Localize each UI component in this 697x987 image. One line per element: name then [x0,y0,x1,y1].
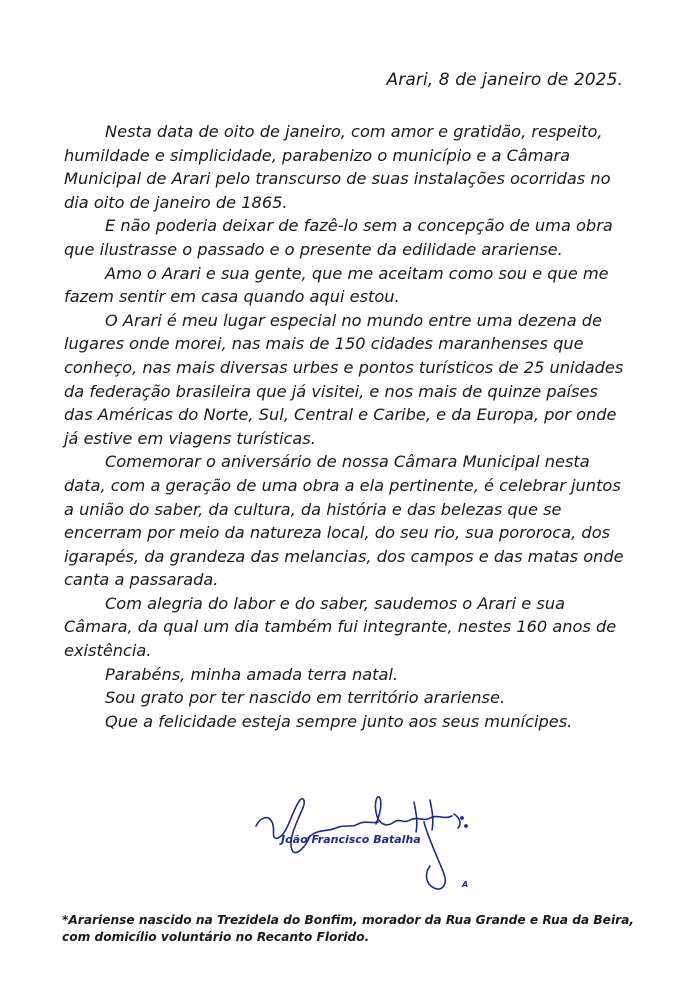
paragraph-8: Sou grato por ter nascido em território arariense. [105,688,506,708]
letter-date: Arari, 8 de janeiro de 2025. [386,70,623,90]
paragraph-6: Com alegria do labor e do saber, saudemos o Arari e sua Câmara, da qual um dia também fui integrante, nestes 160 anos de existência. [64,593,617,661]
paragraph-9: Que a felicidade esteja sempre junto aos seus munícipes. [105,711,573,731]
paragraph-2: E não poderia deixar de fazê-lo sem a concepção de uma obra que ilustrasse o passado e o presente da edilidade arariense. [64,216,613,259]
signature-mark: A [462,880,469,889]
paragraph-5: Comemorar o aniversário de nossa Câmara Municipal nesta data, com a geração de uma obra a ela pertinente, é celebrar juntos a união do saber, da cultura, da história e das belezas que se encerram por meio da natureza local, do seu rio, sua pororoca, dos igarapés, da grandeza das melancias, dos campos e das matas onde canta a passarada. [64,452,624,590]
footnote: *Arariense nascido na Trezidela do Bonfim, morador da Rua Grande e Rua da Beira, com domicílio voluntário no Recanto Florido. [62,913,634,944]
paragraph-4: O Arari é meu lugar especial no mundo entre uma dezena de lugares onde morei, nas mais de 150 cidades maranhenses que conheço, nas mais diversas urbes e pontos turísticos de 25 unidades da federação brasileira que já visitei, e nos mais de quinze países das Américas do Norte, Sul, Central e Caribe, e da Europa, por onde já estive em viagens turísticas. [64,310,624,448]
paragraph-7: Parabéns, minha amada terra natal. [105,664,399,684]
signer-name: João Francisco Batalha [281,833,421,846]
paragraph-3: Amo o Arari e sua gente, que me aceitam como sou e que me fazem sentir em casa quando aqui estou. [64,263,609,307]
letter-body [64,120,626,733]
paragraph-1: Nesta data de oito de janeiro, com amor e gratidão, respeito, humildade e simplicidade, parabenizo o município e a Câmara Municipal de Arari pelo transcurso de suas instalações ocorridas no dia oito de janeiro de 1865. [64,122,611,212]
